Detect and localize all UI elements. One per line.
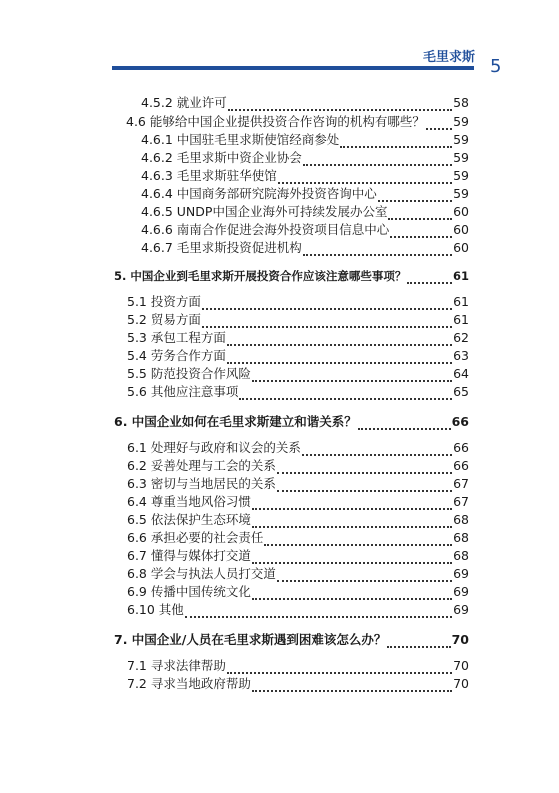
- toc-entry-page: 60: [453, 222, 469, 237]
- toc-dot-leader: [252, 515, 452, 528]
- toc-entry-page: 59: [453, 186, 469, 201]
- toc-dot-leader: [264, 533, 452, 546]
- toc-entry-page: 66: [453, 458, 469, 473]
- toc-entry[interactable]: [141, 240, 469, 256]
- toc-entry-label: 6.8 学会与执法人员打交道: [127, 566, 276, 581]
- toc-dot-leader: [303, 153, 452, 166]
- toc-entry-label: 7. 中国企业/人员在毛里求斯遇到困难该怎么办？: [114, 632, 387, 647]
- toc-dot-leader: [407, 271, 452, 284]
- toc-entry[interactable]: [127, 566, 469, 582]
- toc-entry-label: 4.6.1 中国驻毛里求斯使馆经商参处: [141, 132, 340, 147]
- toc-dot-leader: [387, 635, 450, 648]
- toc-entry-label: 6.7 懂得与媒体打交道: [127, 548, 251, 563]
- toc-dot-leader: [252, 551, 452, 564]
- toc-entry-page: 67: [453, 476, 469, 491]
- toc-entry-page: 59: [453, 132, 469, 147]
- toc-dot-leader: [390, 225, 452, 238]
- toc-entry-page: 68: [453, 548, 469, 563]
- toc-dot-leader: [202, 297, 452, 310]
- toc-entry-label: 5.2 贸易方面: [127, 312, 201, 327]
- toc-entry[interactable]: [127, 294, 469, 310]
- toc-entry-page: 67: [453, 494, 469, 509]
- header-title: 毛里求斯: [422, 50, 475, 65]
- toc-entry-page: 61: [453, 312, 469, 327]
- toc-entry[interactable]: [141, 150, 469, 166]
- toc-dot-leader: [252, 587, 452, 600]
- toc-entry-label: 7.1 寻求法律帮助: [127, 658, 226, 673]
- toc-dot-leader: [252, 369, 452, 382]
- toc-entry[interactable]: [127, 512, 469, 528]
- toc-entry-page: 70: [451, 632, 469, 647]
- toc-entry-label: 4.6.5 UNDP中国企业海外可持续发展办公室: [141, 204, 388, 219]
- toc-entry-label: 6.9 传播中国传统文化: [127, 584, 251, 599]
- toc-entry-label: 4.6 能够给中国企业提供投资合作咨询的机构有哪些？: [126, 114, 425, 129]
- toc-entry-label: 7.2 寻求当地政府帮助: [127, 676, 251, 691]
- toc-entry-page: 69: [453, 584, 469, 599]
- toc-entry[interactable]: [127, 476, 469, 492]
- toc-entry[interactable]: [127, 312, 469, 328]
- toc-entry[interactable]: [141, 132, 469, 148]
- toc-dot-leader: [252, 679, 452, 692]
- toc-dot-leader: [227, 661, 452, 674]
- toc-dot-leader: [252, 497, 452, 510]
- toc-entry[interactable]: [141, 186, 469, 202]
- toc-dot-leader: [358, 417, 451, 430]
- toc-entry-label: 6.5 依法保护生态环境: [127, 512, 251, 527]
- toc-entry-label: 5.6 其他应注意事项: [127, 384, 239, 399]
- toc-entry[interactable]: [127, 530, 469, 546]
- toc-entry[interactable]: [127, 366, 469, 382]
- toc-entry[interactable]: [127, 676, 469, 692]
- toc-entry[interactable]: [141, 95, 469, 111]
- toc-entry-label: 5.5 防范投资合作风险: [127, 366, 251, 381]
- toc-entry-label: 5.4 劳务合作方面: [127, 348, 226, 363]
- toc-dot-leader: [388, 207, 452, 220]
- toc-dot-leader: [277, 461, 452, 474]
- toc-dot-leader: [227, 333, 452, 346]
- toc-entry[interactable]: [127, 384, 469, 400]
- toc-entry[interactable]: [127, 548, 469, 564]
- toc-entry-label: 6.10 其他: [127, 602, 184, 617]
- toc-entry[interactable]: [127, 658, 469, 674]
- toc-dot-leader: [227, 351, 452, 364]
- toc-entry-label: 6.2 妥善处理与工会的关系: [127, 458, 276, 473]
- toc-dot-leader: [278, 171, 452, 184]
- toc-dot-leader: [426, 117, 452, 130]
- toc-entry-page: 68: [453, 530, 469, 545]
- toc-entry-page: 64: [453, 366, 469, 381]
- toc-entry-page: 69: [453, 566, 469, 581]
- toc-dot-leader: [228, 98, 452, 111]
- toc-entry[interactable]: [127, 330, 469, 346]
- toc-chapter-entry[interactable]: [114, 414, 469, 430]
- toc-entry-label: 5.3 承包工程方面: [127, 330, 226, 345]
- toc-entry[interactable]: [141, 168, 469, 184]
- toc-entry[interactable]: [127, 458, 469, 474]
- toc-dot-leader: [185, 605, 452, 618]
- toc-entry-label: 4.5.2 就业许可: [141, 95, 227, 110]
- toc-entry-page: 65: [453, 384, 469, 399]
- toc-entry-label: 4.6.6 南南合作促进会海外投资项目信息中心: [141, 222, 390, 237]
- toc-chapter-entry[interactable]: [114, 632, 469, 648]
- toc-chapter-entry[interactable]: [114, 268, 469, 284]
- toc-entry[interactable]: [127, 494, 469, 510]
- toc-entry-page: 66: [453, 440, 469, 455]
- toc-dot-leader: [239, 387, 452, 400]
- header-rule: [112, 66, 474, 70]
- toc-entry[interactable]: [141, 222, 469, 238]
- toc-dot-leader: [277, 479, 452, 492]
- toc-dot-leader: [340, 135, 452, 148]
- toc-entry-page: 68: [453, 512, 469, 527]
- toc-dot-leader: [202, 315, 452, 328]
- toc-entry-page: 69: [453, 602, 469, 617]
- toc-entry[interactable]: [141, 204, 469, 220]
- toc-entry-page: 59: [453, 168, 469, 183]
- toc-entry-page: 63: [453, 348, 469, 363]
- toc-entry-page: 60: [453, 204, 469, 219]
- toc-entry-label: 4.6.4 中国商务部研究院海外投资咨询中心: [141, 186, 377, 201]
- toc-entry-label: 4.6.3 毛里求斯驻华使馆: [141, 168, 277, 183]
- toc-entry-label: 4.6.7 毛里求斯投资促进机构: [141, 240, 302, 255]
- toc-entry-label: 4.6.2 毛里求斯中资企业协会: [141, 150, 302, 165]
- toc-entry-label: 5.1 投资方面: [127, 294, 201, 309]
- toc-entry-page: 62: [453, 330, 469, 345]
- toc-entry-label: 6. 中国企业如何在毛里求斯建立和谐关系？: [114, 414, 357, 429]
- toc-entry[interactable]: [127, 584, 469, 600]
- toc-entry[interactable]: [127, 440, 469, 456]
- toc-entry-page: 59: [453, 150, 469, 165]
- toc-entry[interactable]: [127, 602, 469, 618]
- toc-entry-label: 6.4 尊重当地风俗习惯: [127, 494, 251, 509]
- toc-entry-label: 6.3 密切与当地居民的关系: [127, 476, 276, 491]
- toc-entry-label: 6.6 承担必要的社会责任: [127, 530, 264, 545]
- toc-dot-leader: [378, 189, 452, 202]
- toc-entry[interactable]: [126, 114, 469, 130]
- toc-dot-leader: [302, 443, 452, 456]
- toc-entry-page: 70: [453, 658, 469, 673]
- toc-entry-page: 70: [453, 676, 469, 691]
- toc-entry-page: 58: [453, 95, 469, 110]
- toc-entry[interactable]: [127, 348, 469, 364]
- toc-entry-label: 5. 中国企业到毛里求斯开展投资合作应该注意哪些事项？: [114, 269, 407, 283]
- toc-entry-label: 6.1 处理好与政府和议会的关系: [127, 440, 301, 455]
- toc-entry-page: 60: [453, 240, 469, 255]
- page-number: 5: [490, 56, 502, 77]
- toc-entry-page: 66: [451, 414, 469, 429]
- toc-entry-page: 61: [452, 269, 469, 283]
- toc-dot-leader: [303, 243, 452, 256]
- toc-dot-leader: [277, 569, 452, 582]
- toc-entry-page: 61: [453, 294, 469, 309]
- toc-entry-page: 59: [453, 114, 469, 129]
